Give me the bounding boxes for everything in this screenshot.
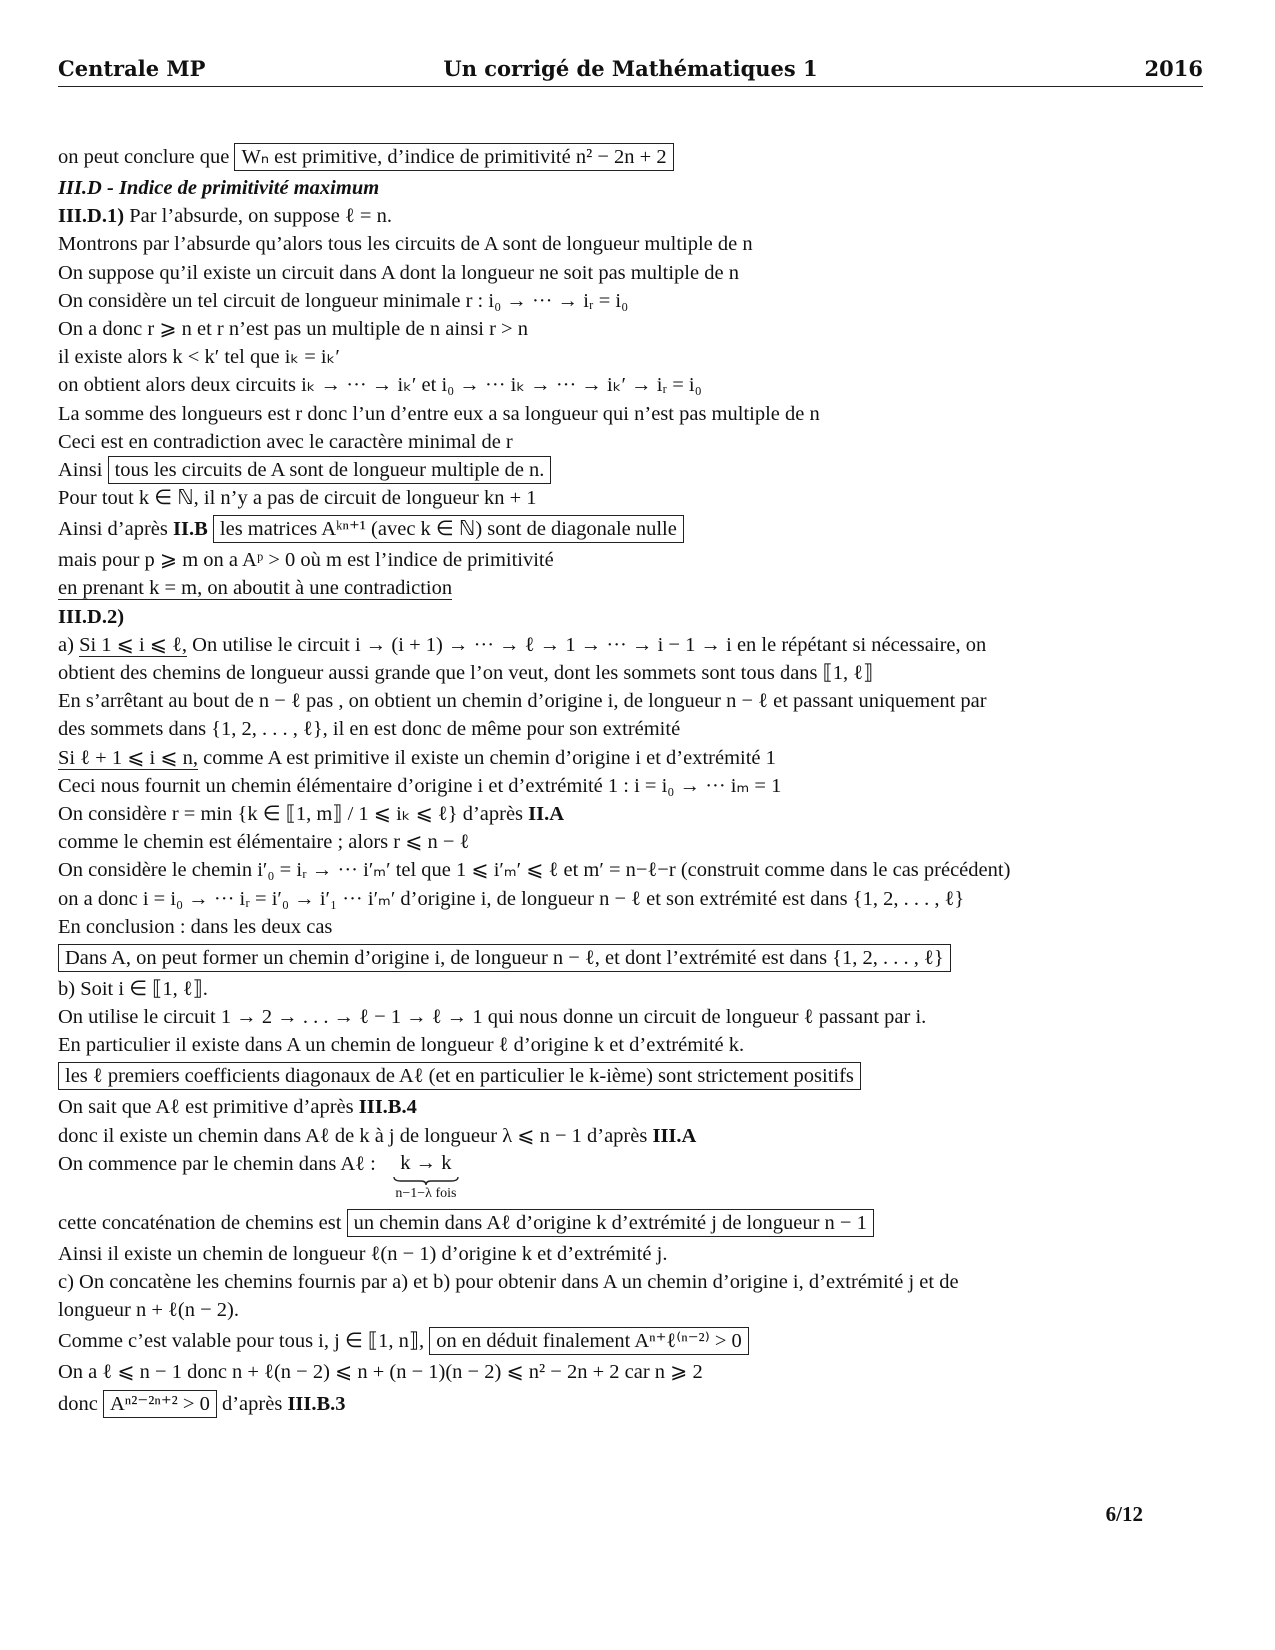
- line-26: On considère le chemin i′₀ = iᵣ → ··· i′ₘ′ tel que 1 ⩽ i′ₘ′ ⩽ ℓ et m′ = n−ℓ−r (construit comme dans le cas précédent): [58, 859, 1011, 882]
- text-span: Ainsi: [58, 458, 103, 481]
- line-4: Montrons par l’absurde qu’alors tous les circuits de A sont de longueur multiple de n: [58, 233, 753, 256]
- line-16: [58, 574, 1208, 602]
- page-number: 6/12: [1105, 1502, 1143, 1526]
- boxed-result: Wₙ est primitive, d’indice de primitivité n² − 2n + 2: [234, 143, 673, 171]
- text-span: On utilise le circuit i → (i + 1) → ··· → ℓ → 1 → ··· → i − 1 → i en le répétant si nécessaire, on: [187, 633, 987, 656]
- underlined-text: en prenant k = m, on aboutit à une contradiction: [58, 577, 453, 600]
- line-24: [58, 800, 1208, 828]
- line-43: [58, 1387, 1208, 1421]
- text-span: Comme c’est valable pour tous i, j ∈ ⟦1, n⟧,: [58, 1330, 425, 1353]
- reference: III.B.3: [287, 1392, 346, 1415]
- line-37: [58, 1206, 1208, 1240]
- line-36: [58, 1150, 1208, 1206]
- line-32: En particulier il existe dans A un chemin de longueur ℓ d’origine k et d’extrémité k.: [58, 1034, 745, 1057]
- line-40: longueur n + ℓ(n − 2).: [58, 1299, 239, 1322]
- reference: III.B.4: [358, 1096, 417, 1119]
- line-8: il existe alors k < k′ tel que iₖ = iₖ′: [58, 346, 340, 369]
- text-span: a): [58, 633, 80, 656]
- text-span: On sait que Aℓ est primitive d’après: [58, 1096, 359, 1119]
- underbrace-icon: [393, 1176, 459, 1186]
- question-label: III.D.1): [58, 205, 125, 228]
- line-35: [58, 1122, 1208, 1150]
- header-center: Un corrigé de Mathématiques 1: [443, 56, 818, 81]
- line-28: En conclusion : dans les deux cas: [58, 915, 333, 938]
- text-span: donc: [58, 1392, 98, 1415]
- line-1: [58, 140, 1208, 174]
- line-25: comme le chemin est élémentaire ; alors r ⩽ n − ℓ: [58, 831, 470, 854]
- text-span: On commence par le chemin dans Aℓ :: [58, 1152, 376, 1175]
- text-span: On considère r = min {k ∈ ⟦1, m⟧ / 1 ⩽ iₖ ⩽ ℓ} d’après: [58, 802, 529, 825]
- line-23: Ceci nous fournit un chemin élémentaire d’origine i et d’extrémité 1 : i = i₀ → ··· iₘ = 1: [58, 774, 782, 797]
- text-span: cette concaténation de chemins est: [58, 1211, 342, 1234]
- boxed-result: Aⁿ²⁻²ⁿ⁺² > 0: [103, 1390, 217, 1418]
- line-38: Ainsi il existe un chemin de longueur ℓ(n − 1) d’origine k et d’extrémité j.: [58, 1242, 668, 1265]
- section-title: III.D - Indice de primitivité maximum: [58, 177, 380, 199]
- question-label: III.D.2): [58, 605, 125, 628]
- line-21: des sommets dans {1, 2, . . . , ℓ}, il en est donc de même pour son extrémité: [58, 718, 681, 741]
- text-span: donc il existe un chemin dans Aℓ de k à j de longueur λ ⩽ n − 1 d’après: [58, 1124, 653, 1147]
- header-right: 2016: [1144, 56, 1203, 81]
- underlined-text: Si ℓ + 1 ⩽ i ⩽ n,: [58, 746, 199, 769]
- line-31: On utilise le circuit 1 → 2 → . . . → ℓ − 1 → ℓ → 1 qui nous donne un circuit de longueur ℓ passant par i.: [58, 1006, 927, 1029]
- line-30: b) Soit i ∈ ⟦1, ℓ⟧.: [58, 977, 208, 1000]
- line-14: [58, 512, 1208, 546]
- text-span: Ainsi d’après: [58, 518, 174, 541]
- line-7: On a donc r ⩾ n et r n’est pas un multiple de n ainsi r > n: [58, 317, 528, 340]
- line-11: Ceci est en contradiction avec le caractère minimal de r: [58, 430, 513, 453]
- brace-expression: k → k: [400, 1151, 452, 1174]
- document-body: [58, 140, 1208, 1421]
- line-20: En s’arrêtant au bout de n − ℓ pas , on obtient un chemin d’origine i, de longueur n − ℓ et passant uniquement par: [58, 690, 987, 713]
- line-42: On a ℓ ⩽ n − 1 donc n + ℓ(n − 2) ⩽ n + (n − 1)(n − 2) ⩽ n² − 2n + 2 car n ⩾ 2: [58, 1361, 703, 1384]
- line-33: [58, 1059, 1208, 1093]
- line-12: [58, 456, 1208, 484]
- line-3: [58, 202, 1208, 230]
- brace-label: n−1−λ fois: [395, 1185, 457, 1201]
- line-9: on obtient alors deux circuits iₖ → ··· → iₖ′ et i₀ → ··· iₖ → ··· → iₖ′ → iᵣ = i₀: [58, 374, 702, 397]
- underlined-text: Si 1 ⩽ i ⩽ ℓ,: [79, 633, 188, 656]
- line-27: on a donc i = i₀ → ··· iᵣ = i′₀ → i′₁ ··· i′ₘ′ d’origine i, de longueur n − ℓ et son extrémité est dans {1, 2, . . . , ℓ}: [58, 887, 965, 910]
- boxed-result: les matrices Aᵏⁿ⁺¹ (avec k ∈ ℕ) sont de diagonale nulle: [213, 515, 684, 543]
- line-34: [58, 1093, 1208, 1121]
- boxed-result: on en déduit finalement Aⁿ⁺ℓ⁽ⁿ⁻²⁾ > 0: [429, 1327, 749, 1355]
- line-5: On suppose qu’il existe un circuit dans A dont la longueur ne soit pas multiple de n: [58, 261, 739, 284]
- line-29: [58, 941, 1208, 975]
- reference: II.B: [173, 518, 208, 541]
- line-19: obtient des chemins de longueur aussi grande que l’on veut, dont les sommets sont tous dans ⟦1, ℓ⟧: [58, 662, 874, 684]
- line-18: [58, 631, 1208, 659]
- line-10: La somme des longueurs est r donc l’un d’entre eux a sa longueur qui n’est pas multiple de n: [58, 402, 820, 425]
- boxed-result: un chemin dans Aℓ d’origine k d’extrémité j de longueur n − 1: [347, 1209, 874, 1237]
- line-39: c) On concatène les chemins fournis par a) et b) pour obtenir dans A un chemin d’origine i, d’extrémité j et de: [58, 1271, 959, 1293]
- line-22: [58, 744, 1208, 772]
- line-13: Pour tout k ∈ ℕ, il n’y a pas de circuit de longueur kn + 1: [58, 487, 537, 510]
- text-span: comme A est primitive il existe un chemin d’origine i et d’extrémité 1: [198, 746, 776, 769]
- text-span: Par l’absurde, on suppose ℓ = n.: [124, 205, 392, 228]
- header-left: Centrale MP: [58, 56, 206, 81]
- boxed-result: tous les circuits de A sont de longueur multiple de n.: [108, 456, 552, 484]
- text-span: d’après: [216, 1392, 288, 1415]
- line-15: mais pour p ⩾ m on a Aᵖ > 0 où m est l’indice de primitivité: [58, 549, 554, 572]
- boxed-result: les ℓ premiers coefficients diagonaux de Aℓ (et en particulier le k-ième) sont strictement positifs: [58, 1062, 861, 1090]
- page-header: [58, 56, 1203, 87]
- line-41: [58, 1324, 1208, 1358]
- reference: III.A: [652, 1124, 697, 1147]
- boxed-result: Dans A, on peut former un chemin d’origine i, de longueur n − ℓ, et dont l’extrémité est dans {1, 2, . . . , ℓ}: [58, 944, 951, 972]
- line-6: On considère un tel circuit de longueur minimale r : i₀ → ··· → iᵣ = i₀: [58, 289, 629, 312]
- underbrace-expression: [393, 1150, 459, 1202]
- reference: II.A: [528, 802, 565, 825]
- text-span: on peut conclure que: [58, 146, 230, 168]
